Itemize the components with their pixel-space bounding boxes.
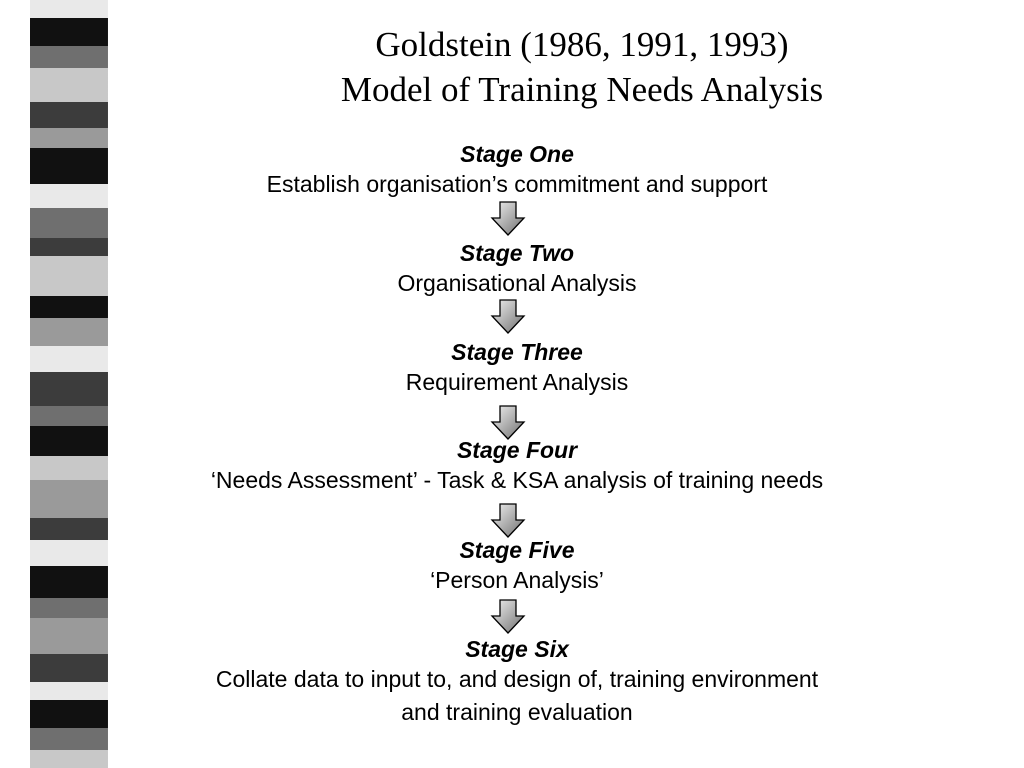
down-arrow-icon xyxy=(490,299,526,335)
down-arrow-icon xyxy=(490,599,526,635)
stage-title: Stage Six xyxy=(465,636,569,662)
stage-title: Stage One xyxy=(460,141,574,167)
stage-description: ‘Person Analysis’ xyxy=(430,567,604,593)
stage-three-block xyxy=(100,338,934,399)
title-line-1: Goldstein (1986, 1991, 1993) xyxy=(375,25,789,64)
stage-title: Stage Two xyxy=(459,240,575,266)
title-line-2: Model of Training Needs Analysis xyxy=(340,70,824,109)
stage-title: Stage Three xyxy=(451,339,583,365)
stage-two-block xyxy=(100,239,934,300)
stage-title: Stage Five xyxy=(459,537,575,563)
stage-four-block xyxy=(100,436,934,497)
stage-description-line-1: Collate data to input to, and design of, training environment xyxy=(215,666,819,692)
stage-description: Requirement Analysis xyxy=(405,369,629,395)
stage-six-block xyxy=(100,635,934,729)
stage-description: ‘Needs Assessment’ - Task & KSA analysis of training needs xyxy=(210,467,824,493)
stage-description: Establish organisation’s commitment and support xyxy=(266,171,768,197)
stage-description: Organisational Analysis xyxy=(397,270,637,296)
stage-title: Stage Four xyxy=(456,437,578,463)
slide-title xyxy=(140,22,1024,112)
down-arrow-icon xyxy=(490,201,526,237)
stage-one-block xyxy=(100,140,934,201)
stage-description-line-2: and training evaluation xyxy=(401,699,633,725)
down-arrow-icon xyxy=(490,503,526,539)
stage-five-block xyxy=(100,536,934,597)
